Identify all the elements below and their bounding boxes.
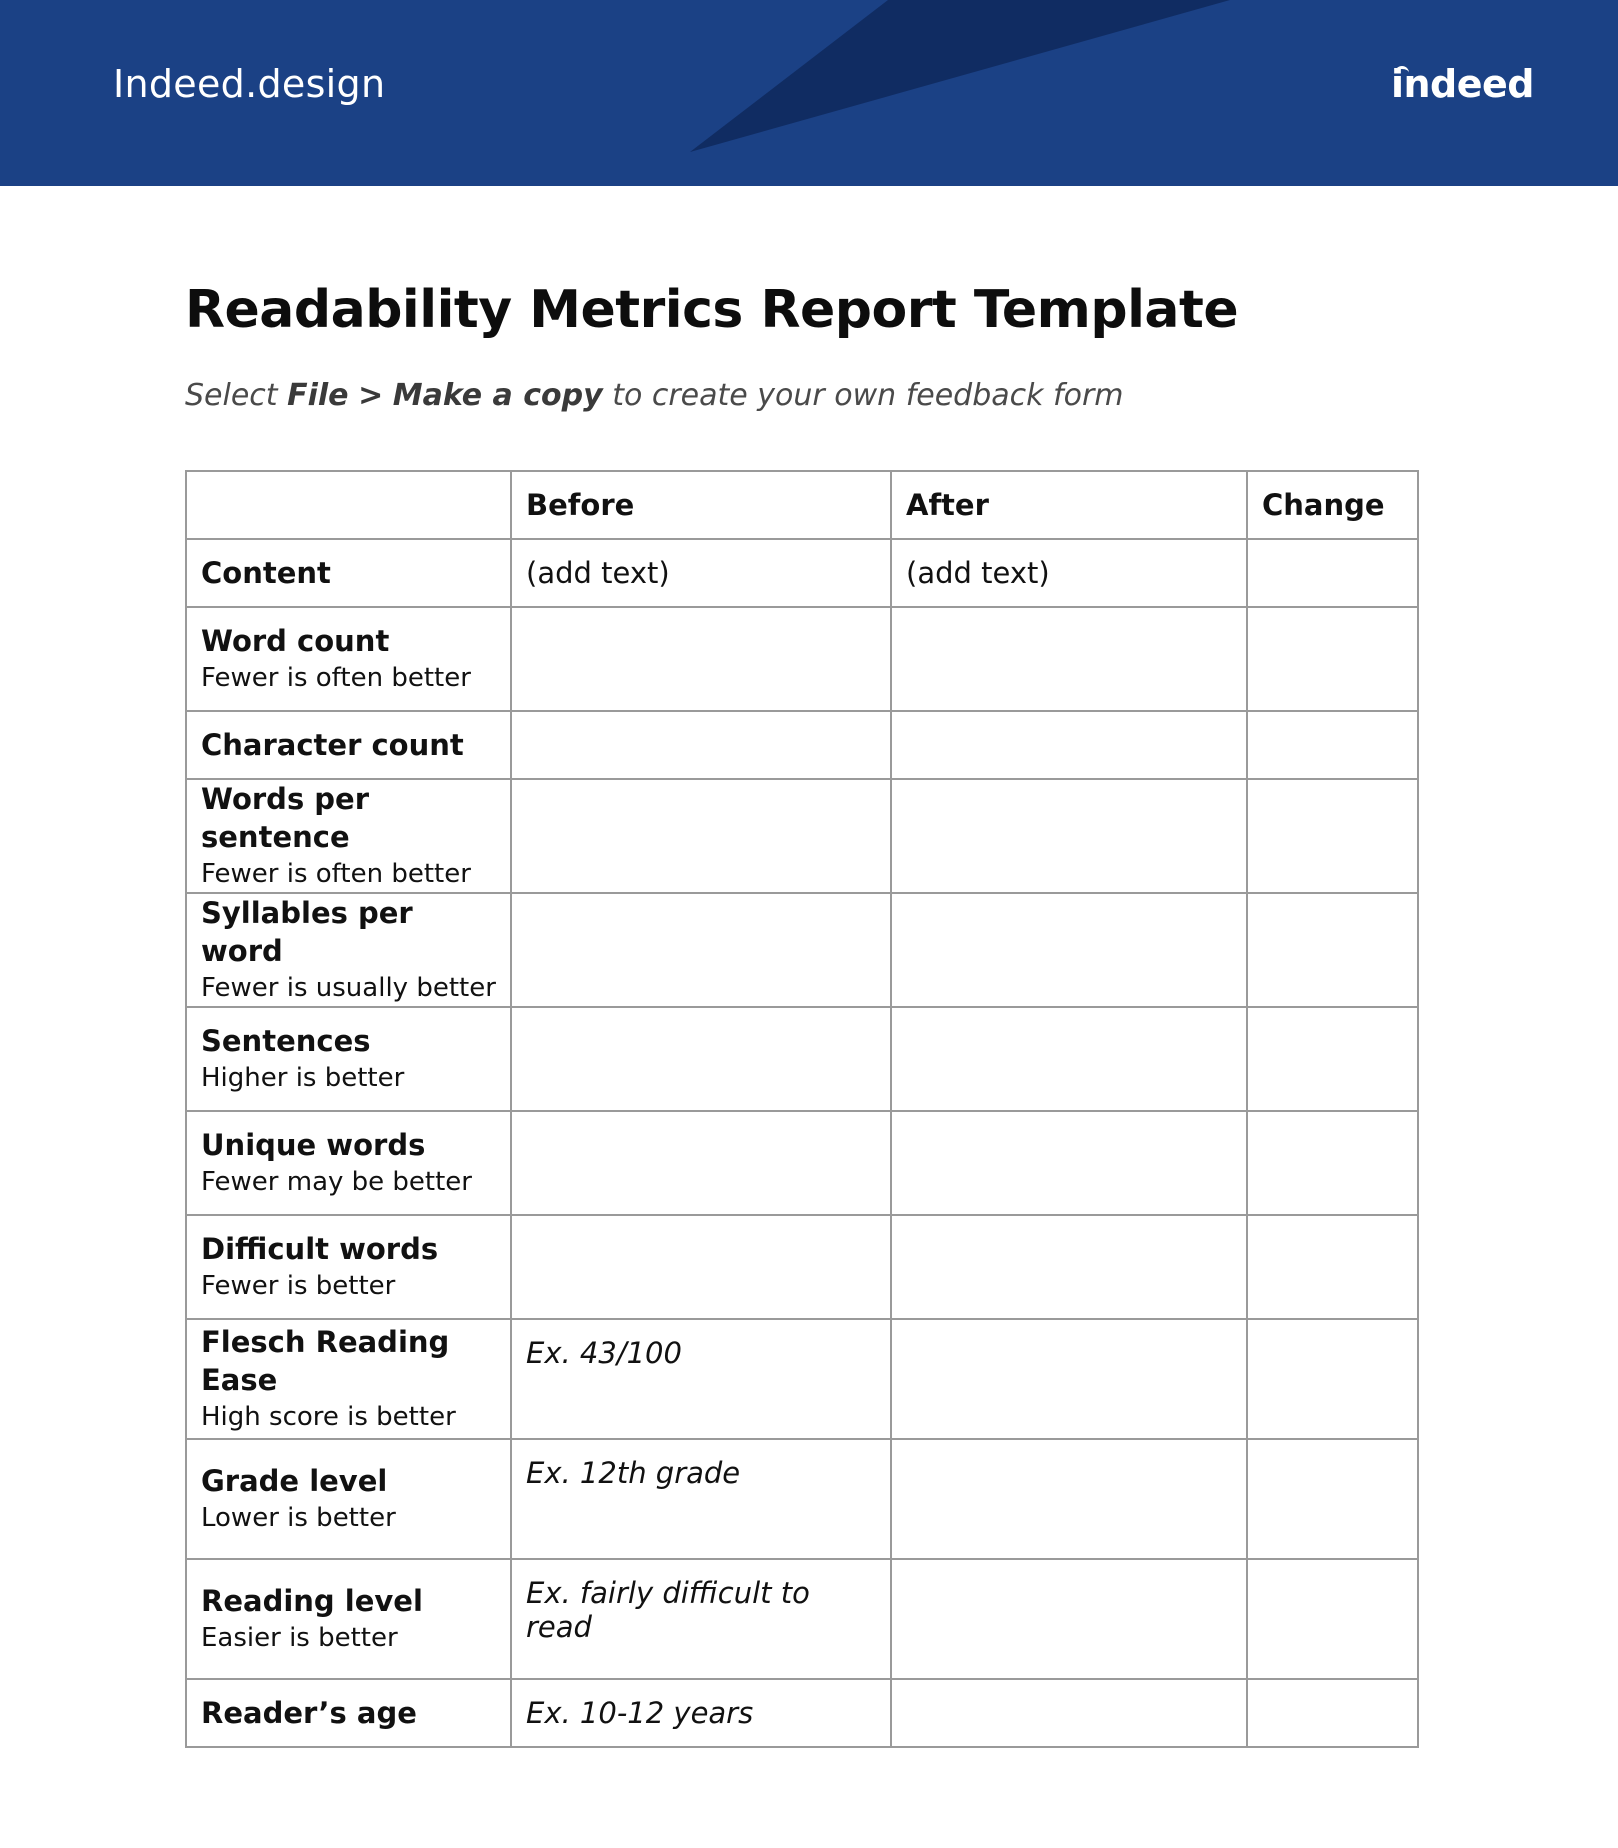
before-cell[interactable] [511,1007,891,1111]
change-cell[interactable] [1247,1007,1418,1111]
after-cell[interactable] [891,607,1247,711]
after-cell[interactable] [891,1215,1247,1319]
change-cell[interactable] [1247,893,1418,1007]
header-cell-blank [186,471,511,539]
after-cell[interactable] [891,1111,1247,1215]
table-row [186,1215,1418,1319]
page-title: Readability Metrics Report Template [185,280,1239,340]
after-cell[interactable] [891,779,1247,893]
metric-cell [186,711,511,779]
indeed-logo[interactable] [1391,62,1534,106]
metric-cell [186,1007,511,1111]
header-banner [0,0,1618,186]
subtitle-suffix: to create your own feedback form [612,378,1124,413]
before-cell[interactable] [511,1215,891,1319]
change-cell[interactable] [1247,607,1418,711]
metric-cell [186,1215,511,1319]
header-cell-change: Change [1247,471,1418,539]
table-row [186,607,1418,711]
metrics-table [185,470,1419,1748]
before-cell[interactable] [511,607,891,711]
metric-name: Unique words [201,1128,426,1162]
metric-hint: High score is better [201,1402,456,1432]
table-row [186,1559,1418,1679]
metric-cell [186,1439,511,1559]
after-cell[interactable] [891,1439,1247,1559]
after-cell[interactable] [891,893,1247,1007]
metric-hint: Higher is better [201,1063,405,1093]
table-header-row [186,471,1418,539]
header-cell-before: Before [511,471,891,539]
subtitle-copy: Make a copy [392,378,603,413]
page-subtitle [185,378,1124,413]
metric-name: Words per sentence [201,782,370,854]
after-cell[interactable] [891,711,1247,779]
logo-text: indeed [1390,62,1534,106]
metric-name: Reading level [201,1584,423,1618]
metric-name: Reader’s age [201,1696,417,1730]
before-cell[interactable]: Ex. fairly difficult to read [511,1559,891,1679]
change-cell[interactable] [1247,1559,1418,1679]
after-cell[interactable] [891,1559,1247,1679]
table-row [186,1679,1418,1747]
before-cell[interactable] [511,711,891,779]
metric-name: Word count [201,624,390,658]
metric-hint: Fewer is often better [201,859,471,889]
subtitle-file: File [287,378,349,413]
before-cell[interactable]: Ex. 10-12 years [511,1679,891,1747]
table-row [186,711,1418,779]
metric-cell [186,893,511,1007]
metric-name: Sentences [201,1024,371,1058]
change-cell[interactable] [1247,1319,1418,1439]
table-row [186,1007,1418,1111]
metric-cell [186,1679,511,1747]
logo-arc-icon [1395,66,1409,79]
metric-name: Difficult words [201,1232,439,1266]
metric-cell [186,779,511,893]
change-cell[interactable] [1247,779,1418,893]
change-cell[interactable] [1247,1111,1418,1215]
metric-name: Grade level [201,1464,388,1498]
metric-cell [186,539,511,607]
metric-name: Syllables per word [201,896,413,968]
change-cell[interactable] [1247,1439,1418,1559]
metric-cell [186,607,511,711]
change-cell[interactable] [1247,1679,1418,1747]
change-cell[interactable] [1247,711,1418,779]
after-cell[interactable] [891,1319,1247,1439]
before-cell[interactable]: Ex. 12th grade [511,1439,891,1559]
subtitle-sep: > [358,378,384,413]
metric-hint: Fewer is usually better [201,973,496,1003]
before-cell[interactable] [511,779,891,893]
metric-hint: Fewer is better [201,1271,396,1301]
site-name[interactable]: Indeed.design [113,62,386,106]
metric-cell [186,1111,511,1215]
metric-hint: Fewer is often better [201,663,471,693]
table-row [186,893,1418,1007]
table-row [186,1111,1418,1215]
subtitle-prefix: Select [185,378,278,413]
metric-name: Content [201,556,331,590]
metric-hint: Lower is better [201,1503,396,1533]
metric-hint: Fewer may be better [201,1167,472,1197]
table-row [186,779,1418,893]
after-cell[interactable] [891,1007,1247,1111]
table-row [186,1319,1418,1439]
before-cell[interactable] [511,893,891,1007]
metric-hint: Easier is better [201,1623,398,1653]
before-cell[interactable] [511,1111,891,1215]
change-cell[interactable] [1247,539,1418,607]
before-cell[interactable]: Ex. 43/100 [511,1319,891,1439]
metric-cell [186,1319,511,1439]
header-cell-after: After [891,471,1247,539]
after-cell[interactable]: (add text) [891,539,1247,607]
metric-name: Character count [201,728,464,762]
before-cell[interactable]: (add text) [511,539,891,607]
after-cell[interactable] [891,1679,1247,1747]
change-cell[interactable] [1247,1215,1418,1319]
table-row [186,1439,1418,1559]
metric-cell [186,1559,511,1679]
table-row [186,539,1418,607]
metric-name: Flesch Reading Ease [201,1325,450,1397]
